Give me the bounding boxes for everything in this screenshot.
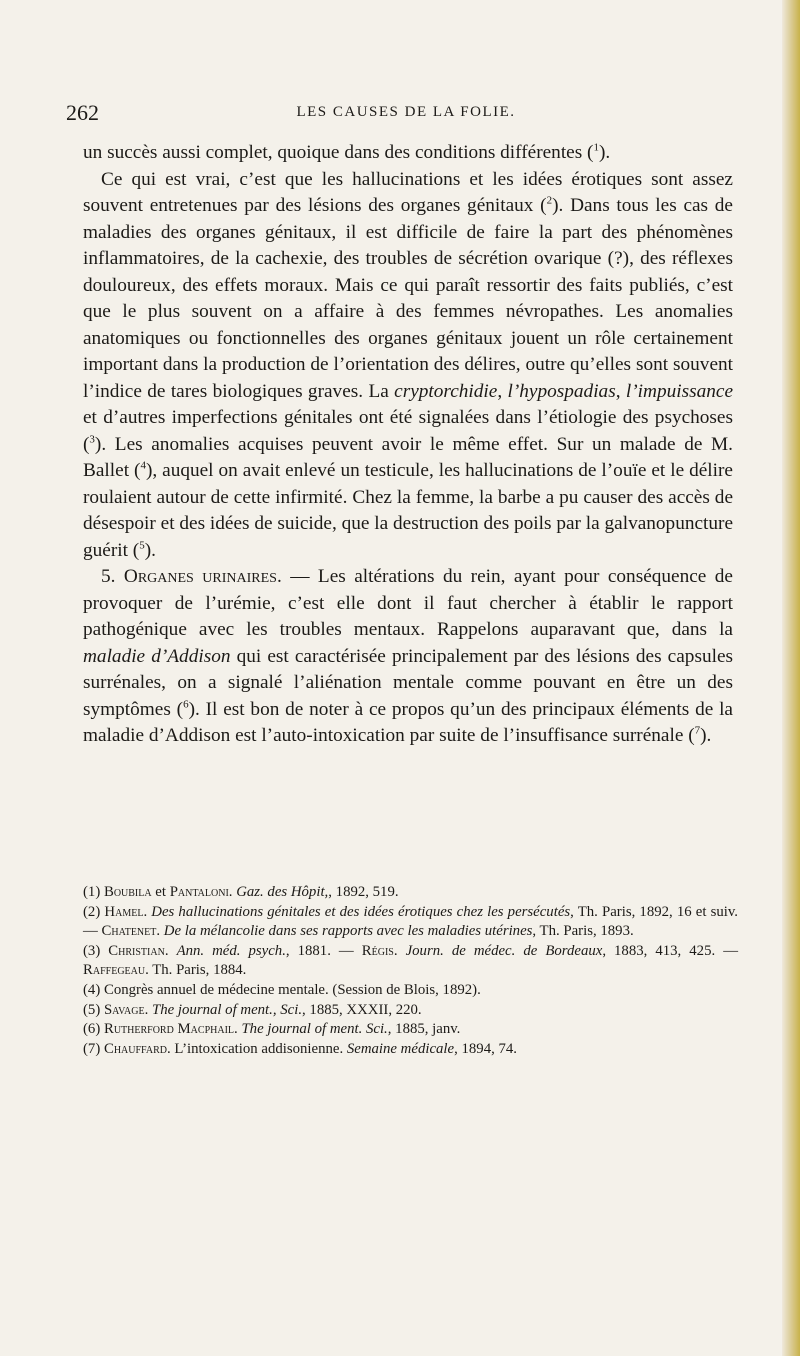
text-run: ). Les anomalies acquises peuvent avoir le même effet. Sur un malade de M. Ballet ( xyxy=(83,433,733,481)
footnote xyxy=(83,1001,738,1021)
author: Pantaloni xyxy=(169,884,229,900)
author: Boubila xyxy=(103,884,152,900)
footnote-ref: 6 xyxy=(183,698,189,711)
footnote-ref: 2 xyxy=(546,194,553,207)
text-run: — Les altérations du rein, ayant pour conséquence de provoquer de l’urémie, c’est elle dont il faut chercher à établir le rapport pathogénique avec les troubles mentaux. Rappelons auparavant que, dans la xyxy=(83,566,733,640)
italic-title: Gaz. des Hôpit, xyxy=(236,884,329,900)
text-run: , xyxy=(615,380,626,402)
text-run: . xyxy=(144,1001,153,1018)
footnote-number: (4) xyxy=(83,981,104,998)
author: Chauffard xyxy=(103,1040,167,1057)
italic-term: l’hypospadias xyxy=(507,380,616,402)
footnote xyxy=(83,883,738,903)
text-run: ). xyxy=(598,142,611,163)
text-run: et xyxy=(151,884,170,900)
section-heading: Organes urinaires. xyxy=(123,566,282,587)
footnote-ref: 5 xyxy=(139,539,145,552)
text-run: . xyxy=(156,923,164,940)
footnote xyxy=(83,942,738,981)
footnote-number: (1) xyxy=(83,884,104,900)
text-run: , 1883, 413, 425. — xyxy=(602,942,738,959)
italic-term: maladie d’Addison xyxy=(83,645,231,667)
text-run: . Th. Paris, 1884. xyxy=(145,962,247,979)
text-run: ), auquel on avait enlevé un testicule, les hallucinations de l’ouïe et le délire roulaient autour de cette infirmité. Chez la femme, la barbe a pu causer des accès de désespoir et des idées de suicide, que la destruction des poils par la galvanopuncture guérit ( xyxy=(83,460,734,561)
italic-title: Semaine médicale xyxy=(346,1040,455,1057)
text-run: ). Il est bon de noter à ce propos qu’un des principaux éléments de la maladie d’Addison est l’auto-intoxication par suite de l’insuffisance surrénale ( xyxy=(83,698,733,746)
italic-title: Ann. méd. psych. xyxy=(176,942,286,959)
text-run: Congrès annuel de médecine mentale. (Session de Blois, 1892). xyxy=(103,981,481,998)
author: Savage xyxy=(103,1001,145,1018)
text-run: un succès aussi complet, quoique dans des conditions différentes ( xyxy=(83,142,594,163)
body-text xyxy=(83,140,733,750)
paragraph-urinary-organs xyxy=(83,564,733,750)
page-edge-discoloration xyxy=(782,0,800,1356)
footnote xyxy=(83,981,738,1001)
text-run: . xyxy=(164,942,177,959)
paragraph-genital-organs xyxy=(83,167,733,565)
text-run: , 1885, janv. xyxy=(387,1021,461,1038)
text-run: Ce qui est vrai, c’est que les hallucinations et les idées érotiques sont assez souvent entretenues par des lésions des organes génitaux ( xyxy=(83,168,733,216)
text-run: , Th. Paris, 1892, 16 et suiv. — xyxy=(83,903,739,940)
page-number: 262 xyxy=(66,100,99,125)
author: Rutherford Macphail xyxy=(103,1021,235,1038)
text-run: . xyxy=(234,1021,242,1038)
italic-term: cryptorchidie xyxy=(394,380,498,402)
text-run: , Th. Paris, 1893. xyxy=(532,923,634,940)
text-run: , 1894, 74. xyxy=(454,1040,517,1057)
italic-title: Des hallucinations génitales et des idées érotiques chez les persécutés xyxy=(151,903,571,920)
page-header xyxy=(66,100,746,124)
italic-term: l’impuissance xyxy=(625,380,734,402)
author: Christian xyxy=(108,942,165,959)
text-run: . xyxy=(393,942,406,959)
author: Régis xyxy=(361,942,394,959)
section-number: 5. xyxy=(101,566,124,587)
italic-title: The journal of ment., Sci. xyxy=(152,1001,303,1018)
text-run: , 1892, 519. xyxy=(328,884,399,900)
text-run: ). xyxy=(144,539,156,561)
footnote-ref: 1 xyxy=(593,141,599,154)
author: Chatenet xyxy=(101,923,157,940)
italic-title: De la mélancolie dans ses rapports avec les maladies utérines xyxy=(163,923,533,940)
text-run: ). Dans tous les cas de maladies des organes génitaux, il est difficile de faire la part des phénomènes inflammatoires, de la cachexie, des troubles de sécrétion ovarique (?), des réflexes douloureux, des effets moraux. Mais ce qui paraît ressortir des faits publiés, c’est que le plus souvent on a affaire à des femmes névropathes. Les anomalies anatomiques ou fonctionnelles des organes génitaux jouent un rôle certainement important dans la production de l’orientation des délires, outre qu’elles sont souvent l’indice de tares biologiques graves. La xyxy=(83,195,733,402)
text-run: , 1881. — xyxy=(285,942,362,959)
italic-title: The journal of ment. Sci. xyxy=(241,1021,388,1038)
author: Raffegeau xyxy=(83,962,146,979)
paragraph-continuation xyxy=(83,140,733,167)
text-run: . xyxy=(143,903,152,920)
text-run: qui est caractérisée principalement par des lésions des capsules surrénales, on a signalé l’aliénation mentale comme pouvant en être un des symptômes ( xyxy=(83,645,734,720)
footnote-ref: 4 xyxy=(140,459,146,472)
running-title: LES CAUSES DE LA FOLIE. xyxy=(296,104,516,120)
text-run: , 1885, XXXII, 220. xyxy=(302,1001,422,1018)
footnote-number: (7) xyxy=(83,1040,104,1057)
text-run: , xyxy=(497,380,508,402)
footnote-number: (2) xyxy=(83,903,105,920)
footnotes xyxy=(83,883,738,1059)
footnote-ref: 3 xyxy=(89,433,95,446)
text-run: et d’autres imperfections génitales ont été signalées dans l’étiologie des psychoses ( xyxy=(83,407,733,455)
footnote-number: (3) xyxy=(83,942,109,959)
footnote xyxy=(83,1020,738,1040)
footnote xyxy=(83,903,738,942)
text-run: ). xyxy=(700,725,712,746)
footnote-number: (5) xyxy=(83,1001,104,1018)
italic-title: Journ. de médec. de Bordeaux xyxy=(405,942,603,959)
footnote-ref: 7 xyxy=(694,724,701,737)
author: Hamel xyxy=(104,903,144,920)
footnote-number: (6) xyxy=(83,1021,104,1038)
text-run: . L’intoxication addisonienne. xyxy=(166,1040,347,1057)
footnote xyxy=(83,1040,738,1060)
text-run: . xyxy=(228,884,237,900)
